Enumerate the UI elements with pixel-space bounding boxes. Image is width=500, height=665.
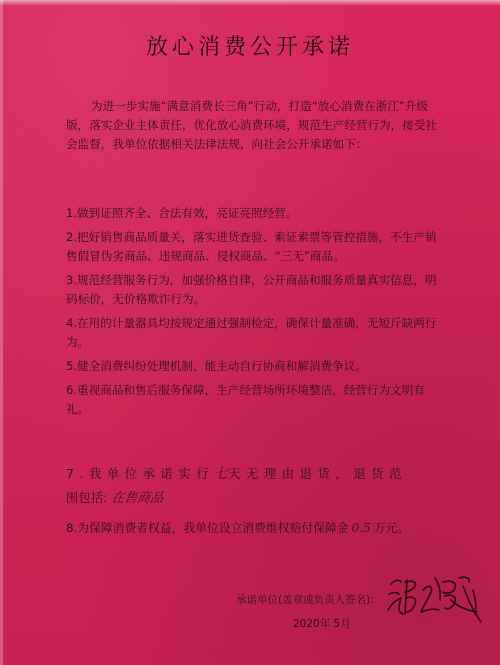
item8-prefix: 8.为保障消费者权益，我单位设立消费维权赔付保障金: [66, 521, 349, 535]
paper-left-edge: [0, 0, 3, 665]
item7-scope-label: 围包括:: [66, 490, 108, 505]
commitment-item-8: [66, 517, 409, 539]
item8-suffix: 万元。: [373, 521, 410, 535]
commitment-item-7: [66, 463, 446, 485]
item7-middle: 天无理由退货，退货范: [228, 466, 407, 481]
commitment-item-2: 2.把好销售商品质量关，落实进货查验、索证索票等管控措施，不生产销售假冒伪劣商品、违规商品、侵权商品、“三无”商品。: [66, 230, 437, 263]
paper-top-edge: [0, 0, 500, 6]
handwritten-signature-icon: [385, 570, 485, 630]
document-title: 放心消费公开承诺: [145, 35, 354, 60]
intro-paragraph: 为进一步实施“满意消费长三角”行动，打造“放心消费在浙江”升级版，落实企业主体责任，优化放心消费环境，规范生产经营行为，接受社会监督，我单位依据相关法律法规，向社会公开承诺如下：: [66, 99, 438, 151]
commitment-item-7-line2: [66, 487, 163, 510]
commitment-date: 2020年 5月: [293, 618, 351, 630]
item8-amount-handwritten: 0.5: [351, 521, 371, 535]
commitment-item-5: 5.健全消费纠纷处理机制，能主动自行协商和解消费争议。: [66, 359, 367, 373]
item7-days-handwritten: 七: [214, 466, 229, 482]
item7-scope-handwritten: 在售商品: [110, 491, 165, 506]
commitment-item-6: 6.重视商品和售后服务保障，生产经营场所环境整洁，经营行为文明有礼。: [66, 383, 425, 416]
promisor-label: 承诺单位(盖章或负责人签名):: [236, 594, 374, 606]
item7-prefix: 7.我单位承诺实行: [66, 466, 215, 481]
commitment-item-4: 4.在用的计量器具均按规定通过强制检定，确保计量准确，无短斤缺两行为。: [66, 316, 437, 349]
commitment-items: [66, 204, 438, 419]
commitment-item-1: 1.做到证照齐全、合法有效，亮证亮照经营。: [66, 206, 298, 220]
commitment-item-3: 3.规范经营服务行为，加强价格自律，公开商品和服务质量真实信息，明码标价，无价格欺诈行为。: [66, 273, 437, 306]
